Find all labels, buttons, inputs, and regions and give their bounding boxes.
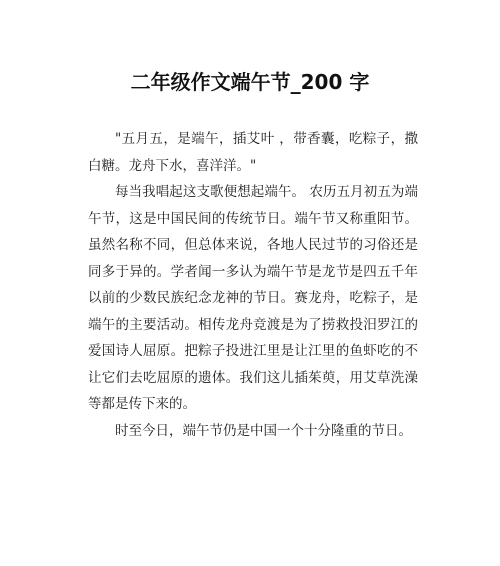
paragraph-1: "五月五，是端午，插艾叶 ，带香囊，吃粽子，撒白糖。龙舟下水，喜洋洋。" (88, 131, 418, 174)
document-title: 二年级作文端午节_200 字 (130, 70, 370, 94)
paragraph-2: 每当我唱起这支歌便想起端午。 农历五月初五为端午节，这是中国民间的传统节日。端午节又称重阳节。虽然名称不同，但总体来说，各地人民过节的习俗还是同多于异的。学者闻一多认为端午节是龙节是四五千年以前的少数民族纪念龙神的节日。赛龙舟，吃粽子，是端午的主要活动。相传龙舟竞渡是为了捞救投汨罗江的爱国诗人屈原。把粽子投进江里是让江里的鱼虾吃的不让它们去吃屈原的遗体。我们这儿插茱萸，用艾草洗澡等都是传下来的。 (88, 184, 418, 412)
paragraph-3: 时至今日，端午节仍是中国一个十分隆重的节日。 (115, 422, 412, 439)
document-body (88, 126, 418, 444)
